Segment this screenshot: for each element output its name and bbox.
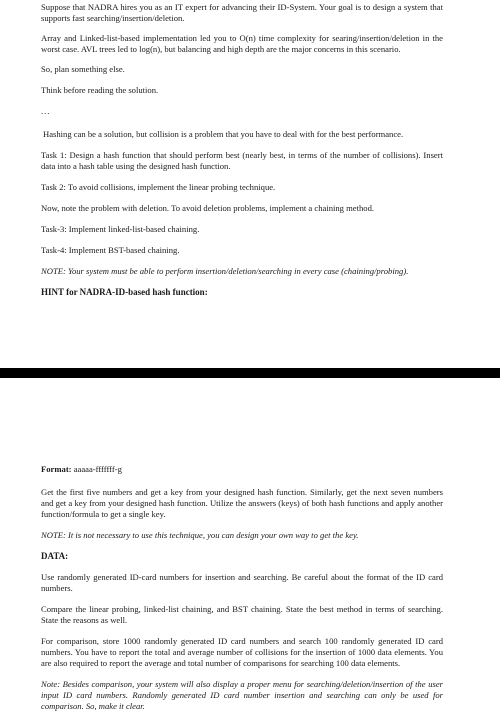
- document-page-2: [0, 378, 500, 711]
- task-1-paragraph: Task 1: Design a hash function that should perform best (nearly best, in terms of the number of collisions). Insert data into a hash table using the designed hash function.: [41, 150, 443, 171]
- deletion-paragraph: Now, note the problem with deletion. To avoid deletion problems, implement a chaining method.: [41, 203, 375, 213]
- plan-paragraph: So, plan something else.: [41, 64, 125, 74]
- page-divider: [0, 368, 500, 378]
- format-value: aaaaa-fffffff-g: [71, 464, 122, 474]
- menu-note-paragraph: Note: Besides comparison, your system will also display a proper menu for searching/deletion/insertion of the user input ID card numbers. Randomly generated ID card number insertion and searching can only be used for comparison. So, make it clear.: [41, 679, 443, 711]
- format-line: [41, 464, 443, 475]
- note-paragraph: NOTE: Your system must be able to perform insertion/deletion/searching in every case (chaining/probing).: [41, 266, 409, 276]
- hint-heading: HINT for NADRA-ID-based hash function:: [41, 287, 208, 297]
- page-1-content: [41, 2, 443, 308]
- data-heading: DATA:: [41, 551, 69, 561]
- intro-paragraph: Suppose that NADRA hires you as an IT expert for advancing their ID-System. Your goal is to design a system that supports fast searching/insertion/deletion.: [41, 2, 443, 23]
- comparison-1000-paragraph: For comparison, store 1000 randomly generated ID card numbers and search 100 randomly generated ID card numbers. You have to report the total and average number of collisions for the insertion of 1000 data elements. You are also required to report the average and total number of comparisons for searching 100 data elements.: [41, 636, 443, 668]
- format-label: Format:: [41, 464, 72, 474]
- think-paragraph: Think before reading the solution.: [41, 85, 159, 95]
- task-2-paragraph: Task 2: To avoid collisions, implement the linear probing technique.: [41, 182, 276, 192]
- task-3-paragraph: Task-3: Implement linked-list-based chaining.: [41, 224, 200, 234]
- array-linked-list-paragraph: Array and Linked-list-based implementation led you to O(n) time complexity for searing/insertion/deletion in the worst case. AVL trees led to log(n), but balancing and high depth are the major concerns in this scenario.: [41, 33, 443, 54]
- ellipsis-text: ...: [41, 106, 51, 116]
- task-4-paragraph: Task-4: Implement BST-based chaining.: [41, 245, 180, 255]
- page-2-content: [41, 464, 443, 722]
- first-five-paragraph: Get the first five numbers and get a key from your designed hash function. Similarly, get the next seven numbers and get a key from your designed hash function. Utilize the answers (keys) of both hash functions and apply another function/formula to get a single key.: [41, 487, 443, 519]
- hashing-paragraph: Hashing can be a solution, but collision is a problem that you have to deal with for the best performance.: [43, 129, 404, 139]
- compare-paragraph: Compare the linear probing, linked-list chaining, and BST chaining. State the best method in terms of searching. State the reasons as well.: [41, 604, 443, 625]
- random-ids-paragraph: Use randomly generated ID-card numbers for insertion and searching. Be careful about the format of the ID card numbers.: [41, 572, 443, 593]
- technique-note-paragraph: NOTE: It is not necessary to use this technique, you can design your own way to get the key.: [41, 530, 359, 540]
